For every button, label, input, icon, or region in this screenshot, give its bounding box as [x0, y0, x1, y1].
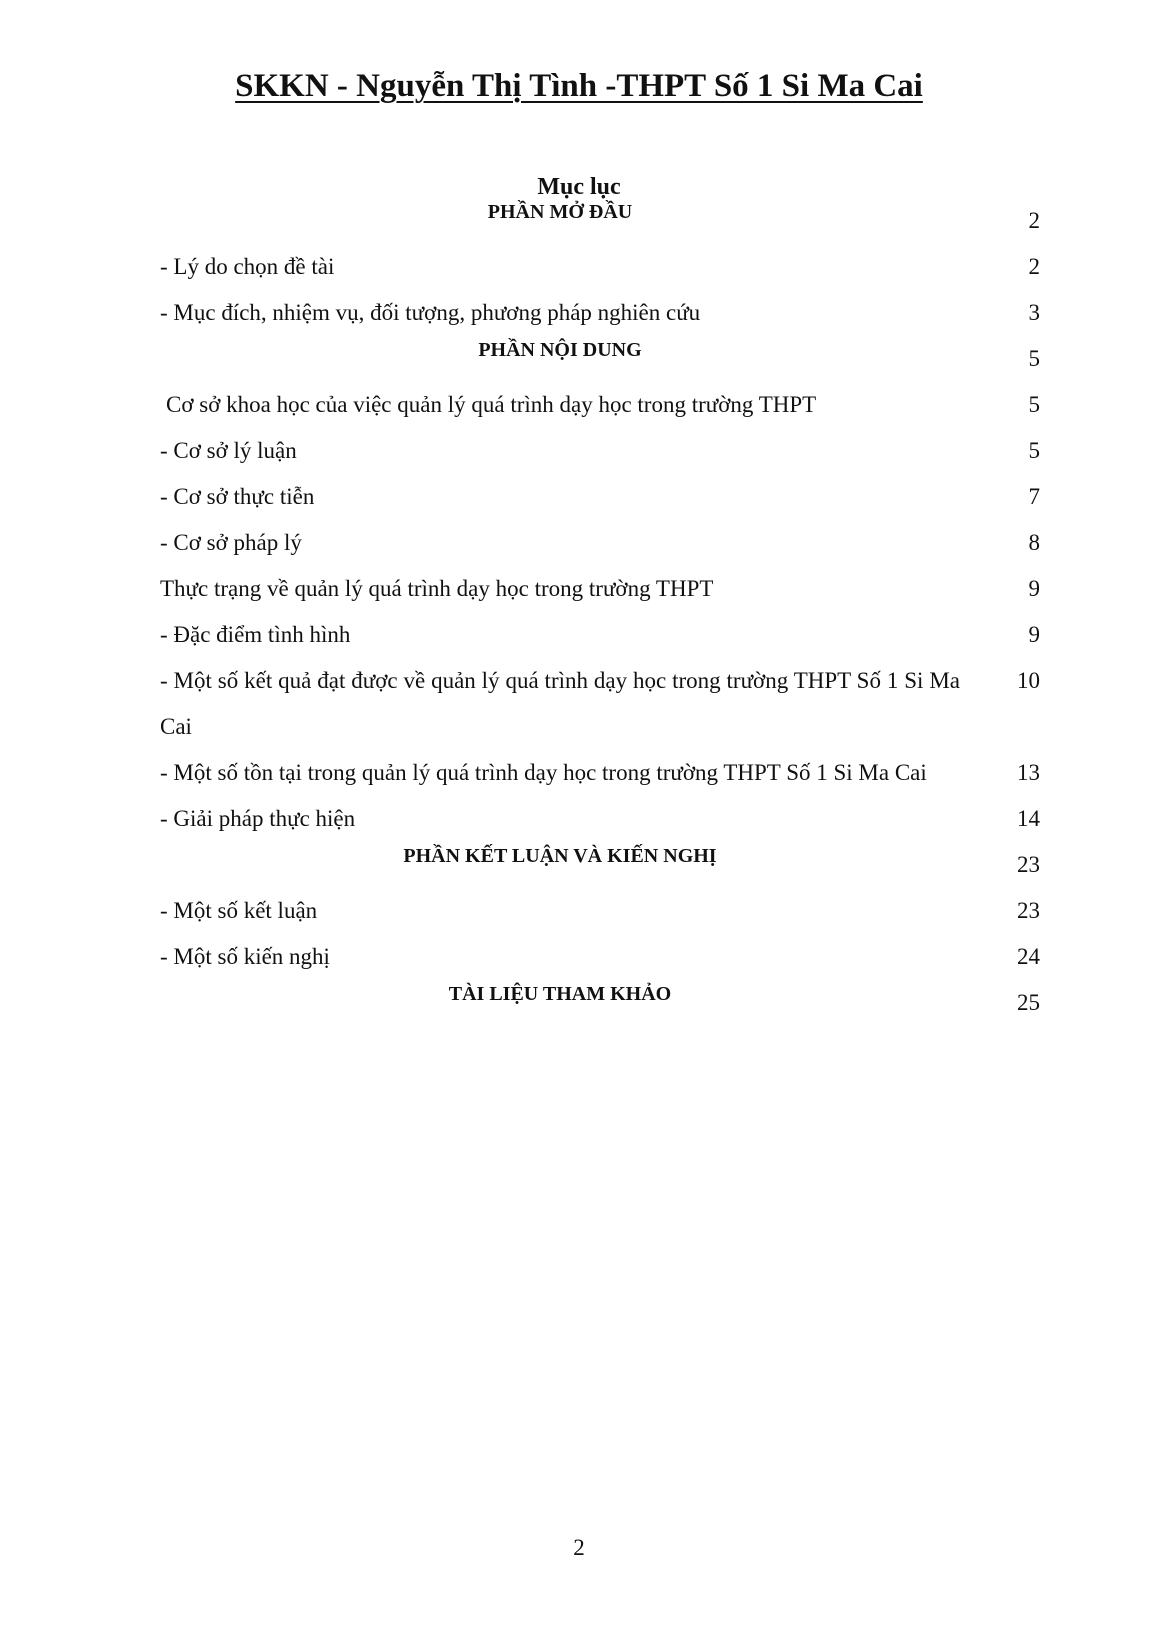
toc-entry-text: - Giải pháp thực hiện: [160, 806, 356, 831]
toc-entry-page: 7: [1028, 484, 1040, 509]
toc-entry: [160, 658, 1040, 750]
toc-entry-page: 2: [1028, 254, 1040, 279]
toc-entry-page: 5: [1028, 346, 1040, 371]
toc-section-ket-luan: [160, 842, 1040, 888]
toc-entry: [160, 428, 1040, 474]
toc-entry-text: - Mục đích, nhiệm vụ, đối tượng, phương pháp nghiên cứu: [160, 300, 701, 325]
toc-entry: [160, 382, 1040, 428]
toc-entry: [160, 474, 1040, 520]
toc-entry-page: 14: [1017, 806, 1040, 831]
toc-entry: [160, 750, 1040, 796]
toc-entry-text: - Cơ sở thực tiễn: [160, 484, 315, 509]
toc-entry-page: 5: [1028, 438, 1040, 463]
toc-entry-page: 13: [1017, 760, 1040, 785]
toc-entry-page: 24: [1017, 944, 1040, 969]
toc-entry: [160, 520, 1040, 566]
toc-entry-text: Thực trạng về quản lý quá trình dạy học trong trường THPT: [160, 576, 714, 601]
toc-entry-text: - Cơ sở pháp lý: [160, 530, 302, 555]
toc-section-noi-dung: [160, 336, 1040, 382]
toc-entry-text: - Một số kiến nghị: [160, 944, 330, 969]
toc-entry-page: 10: [1017, 668, 1040, 693]
toc-entry-page: 2: [1028, 208, 1040, 233]
page-header: SKKN - Nguyễn Thị Tình -THPT Số 1 Si Ma Cai: [235, 68, 923, 104]
toc-entry-page: 9: [1028, 576, 1040, 601]
toc-entry-page: 5: [1028, 392, 1040, 417]
toc-entry-text: - Cơ sở lý luận: [160, 438, 297, 463]
toc-entry: [160, 566, 1040, 612]
table-of-contents: [160, 198, 1040, 1026]
toc-entry-text: - Một số kết quả đạt được về quản lý quá trình dạy học trong trường THPT Số 1 Si Ma Cai: [160, 668, 960, 739]
toc-entry-text: - Một số tồn tại trong quản lý quá trình dạy học trong trường THPT Số 1 Si Ma Cai: [160, 760, 927, 785]
page-number: 2: [573, 1535, 585, 1560]
toc-entry-text: - Một số kết luận: [160, 898, 318, 923]
toc-entry: [160, 612, 1040, 658]
toc-section-mo-dau: [160, 198, 1040, 244]
toc-entry-page: 23: [1017, 852, 1040, 877]
toc-entry-text: Cơ sở khoa học của việc quản lý quá trình dạy học trong trường THPT: [166, 392, 817, 417]
toc-entry-text: - Đặc điểm tình hình: [160, 622, 351, 647]
toc-entry-page: 9: [1028, 622, 1040, 647]
toc-entry: [160, 244, 1040, 290]
toc-entry-text: PHẦN NỘI DUNG: [478, 339, 642, 361]
toc-entry-text: - Lý do chọn đề tài: [160, 254, 335, 279]
toc-entry-text: TÀI LIỆU THAM KHẢO: [448, 983, 672, 1005]
toc-title: Mục lục: [537, 174, 621, 200]
toc-entry-text: PHẦN KẾT LUẬN VÀ KIẾN NGHỊ: [403, 845, 717, 867]
toc-entry-page: 23: [1017, 898, 1040, 923]
toc-entry-page: 3: [1028, 300, 1040, 325]
toc-section-tai-lieu: [160, 980, 1040, 1026]
toc-entry: [160, 888, 1040, 934]
toc-entry-text: PHẦN MỞ ĐẦU: [487, 201, 633, 223]
toc-entry-page: 25: [1017, 990, 1040, 1015]
toc-entry-page: 8: [1028, 530, 1040, 555]
